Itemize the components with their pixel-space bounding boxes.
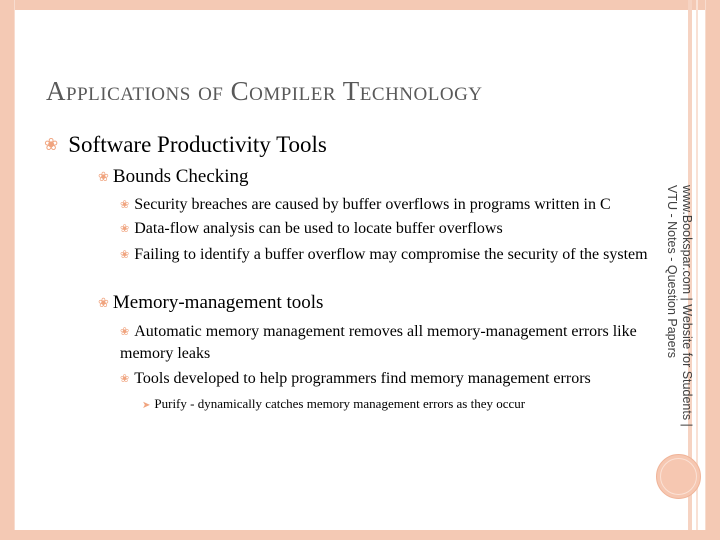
list-item: ❀ Automatic memory management removes all memory-management errors like memory leaks xyxy=(120,323,637,362)
gear-bullet-icon: ❀ xyxy=(120,372,130,385)
list-item: ❀ Tools developed to help programmers find memory management errors xyxy=(120,370,591,387)
list-item: ❀ Data-flow analysis can be used to locate buffer overflows xyxy=(120,220,503,237)
arrow-bullet-icon: ➤ xyxy=(142,400,151,411)
frame-bottom-border xyxy=(0,530,720,540)
decorative-circle-ring xyxy=(660,458,697,495)
gear-bullet-icon: ❀ xyxy=(98,170,109,185)
frame-right-inner-line xyxy=(705,0,706,540)
frame-left-border xyxy=(0,0,14,540)
bullet-level1 xyxy=(44,132,327,158)
gear-bullet-icon: ❀ xyxy=(44,135,59,155)
section-heading-text: Memory-management tools xyxy=(112,292,324,313)
gear-bullet-icon: ❀ xyxy=(120,198,130,211)
bullet-text: Software Productivity Tools xyxy=(68,132,327,157)
frame-left-inner-line xyxy=(14,0,15,540)
section-heading-text: Bounds Checking xyxy=(112,166,249,187)
gear-bullet-icon: ❀ xyxy=(120,222,130,235)
list-item: ❀ Failing to identify a buffer overflow may compromise the security of the system xyxy=(120,246,648,263)
slide-title: APPLICATIONS OF COMPILER TECHNOLOGY xyxy=(46,76,483,106)
frame-top-border xyxy=(0,0,720,10)
gear-bullet-icon: ❀ xyxy=(120,325,130,338)
section-heading-memory xyxy=(98,292,323,314)
frame-right-border xyxy=(706,0,720,540)
list-item: ❀ Security breaches are caused by buffer overflows in programs written in C xyxy=(120,196,611,213)
gear-bullet-icon: ❀ xyxy=(120,248,130,261)
section-heading-bounds xyxy=(98,166,249,188)
watermark-vertical-text xyxy=(660,185,694,435)
watermark-text: www.Bookspar.com | Website for Students | VTU - Notes - Question Papers xyxy=(665,185,694,427)
right-decorative-band-2 xyxy=(696,0,698,540)
gear-bullet-icon: ❀ xyxy=(98,296,109,311)
sub-list-item: ➤ Purify - dynamically catches memory management errors as they occur xyxy=(142,396,526,411)
